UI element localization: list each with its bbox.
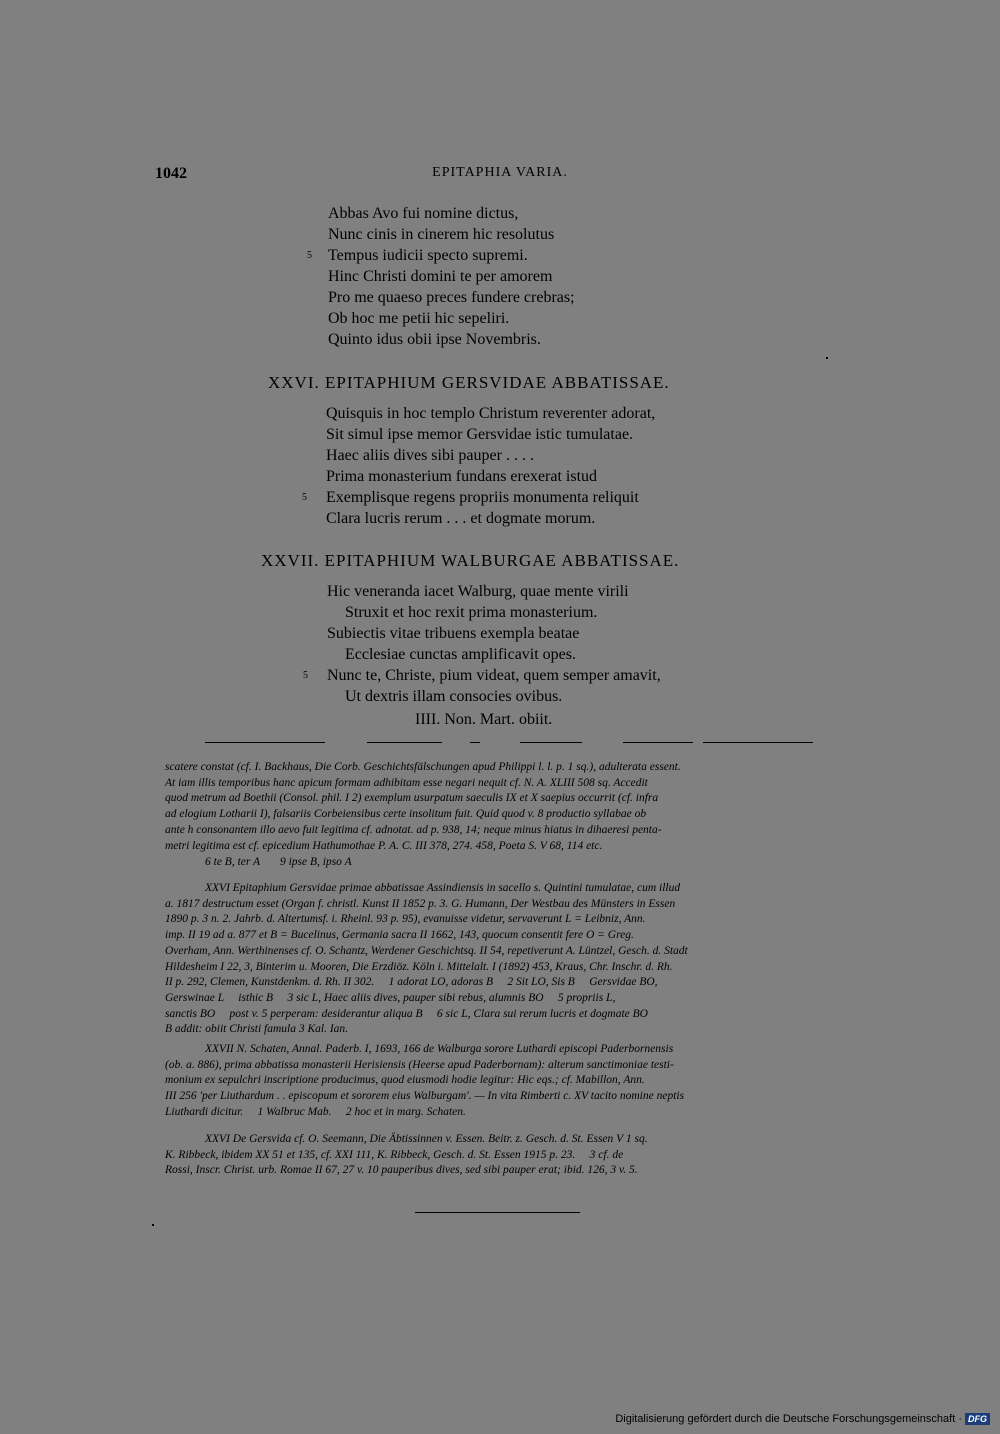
apparatus-line: Hildesheim I 22, 3, Binterim u. Mooren, Die Erzdiöz. Köln i. Mittelalt. I (1892) 453, Kraus, Chr. Inschr. d. Rh.: [165, 960, 673, 973]
apparatus-line: (ob. a. 886), prima abbatissa monasterii Herisiensis (Heerse apud Paderbornam): alterum sanctimoniae testi-: [165, 1058, 674, 1071]
apparatus-paragraph-1: [165, 760, 845, 854]
line-number: 5: [303, 670, 308, 681]
xxvii-line-4: Ecclesiae cunctas amplificavit opes.: [345, 646, 577, 663]
xxvi-line-5: Exemplisque regens propriis monumenta reliquit: [326, 489, 639, 506]
xxvi-line-2: Sit simul ipse memor Gersvidae istic tumulatae.: [326, 426, 634, 443]
xxvii-line-6: Ut dextris illam consocies ovibus.: [345, 688, 563, 705]
xxvii-line-5: Nunc te, Christe, pium videat, quem semper amavit,: [327, 667, 661, 684]
apparatus-line: XXVI Epitaphium Gersvidae primae abbatissae Assindiensis in sacello s. Quintini tumulatae, cum illud: [205, 882, 681, 894]
poem1-line-1: Abbas Avo fui nomine dictus,: [328, 205, 519, 222]
apparatus-line: Gerswinae L isthic B 3 sic L, Haec aliis dives, pauper sibi rebus, alumnis BO 5 propriis L,: [165, 991, 616, 1004]
apparatus-line: XXVI De Gersvida cf. O. Seemann, Die Äbtissinnen v. Essen. Beitr. z. Gesch. d. St. Essen V 1 sq.: [205, 1133, 648, 1145]
apparatus-paragraph-2: [165, 881, 845, 1038]
poem1-line-4: Hinc Christi domini te per amorem: [328, 268, 553, 285]
apparatus-line: scatere constat (cf. I. Backhaus, Die Corb. Geschichtsfälschungen apud Philippi l. l. p. 1 sq.), adulterata essent.: [165, 761, 681, 773]
apparatus-line: ad elogium Lotharii I), falsariis Corbeiensibus certe insolitum fuit. Quid quod v. 8 productio syllabae ob: [165, 808, 647, 821]
xxvii-line-1: Hic veneranda iacet Walburg, quae mente virili: [327, 583, 629, 600]
footer-credit: [615, 1413, 990, 1425]
xxvii-line-3: Subiectis vitae tribuens exempla beatae: [327, 625, 580, 642]
apparatus-line: 1890 p. 3 n. 2. Jahrb. d. Altertumsf. i. Rheinl. 93 p. 95), evanuisse videtur, servaverunt L = Leibniz, Ann.: [165, 913, 646, 926]
apparatus-line: K. Ribbeck, ibidem XX 51 et 135, cf. XXI 111, K. Ribbeck, Gesch. d. St. Essen 1915 p. 23. 3 cf. de: [165, 1148, 624, 1161]
apparatus-line: XXVII N. Schaten, Annal. Paderb. I, 1693, 166 de Walburga sorore Luthardi episcopi Paderbornensis: [205, 1043, 674, 1055]
footer-text: Digitalisierung gefördert durch die Deutsche Forschungsgemeinschaft ·: [615, 1413, 962, 1425]
xxvii-obit-line: IIII. Non. Mart. obiit.: [415, 711, 553, 728]
poem1-line-5: Pro me quaeso preces fundere crebras;: [328, 289, 575, 306]
apparatus-line: imp. II 19 ad a. 877 et B = Bucelinus, Germania sacra II 1662, 143, quocum consentit fere O = Greg.: [165, 929, 634, 942]
apparatus-line: B addit: obiit Christi famula 3 Kal. Ian.: [165, 1023, 349, 1036]
apparatus-line: sanctis BO post v. 5 perperam: desiderantur aliqua B 6 sic L, Clara sui rerum lucris et dogmate BO: [165, 1007, 648, 1020]
apparatus-line: metri legitima est cf. epicedium Hathumothae P. A. C. III 378, 274. 458, Poeta S. V 68, 114 etc.: [165, 839, 603, 852]
line-number: 5: [302, 492, 307, 503]
xxvi-line-6: Clara lucris rerum . . . et dogmate morum.: [326, 510, 596, 527]
section-title-xxvi: XXVI. EPITAPHIUM GERSVIDAE ABBATISSAE.: [268, 373, 670, 392]
apparatus-line: quod metrum ad Boethii (Consol. phil. I 2) exemplum usurpatum saeculis IX et X saepius occurrit (cf. infra: [165, 792, 659, 805]
page-number: 1042: [155, 165, 187, 182]
apparatus-line: ante h consonantem illo aevo fuit legitima cf. adnotat. ad p. 938, 14; neque minus hiatus in dihaeresi penta-: [165, 823, 662, 836]
poem1-line-6: Ob hoc me petii hic sepeliri.: [328, 310, 510, 327]
apparatus-variants: 6 te B, ter A 9 ipse B, ipso A: [205, 856, 352, 868]
page-speck: [826, 357, 828, 359]
poem1-line-2: Nunc cinis in cinerem hic resolutus: [328, 226, 555, 243]
apparatus-line: II p. 292, Clemen, Kunstdenkm. d. Rh. II 302. 1 adorat LO, adoras B 2 Sit LO, Sis B Gersvidae BO,: [165, 976, 658, 989]
dfg-logo-icon: DFG: [965, 1413, 990, 1425]
bottom-rule: [415, 1212, 580, 1213]
page-speck: [152, 1224, 154, 1226]
apparatus-line: III 256 'per Liuthardum . . episcopum et sororem eius Walburgam'. — In vita Rimberti c. XV tacito nomine neptis: [165, 1090, 685, 1103]
xxvi-line-4: Prima monasterium fundans erexerat istud: [326, 468, 598, 485]
apparatus-paragraph-4: [165, 1132, 845, 1179]
xxvi-line-3: Haec aliis dives sibi pauper . . . .: [326, 447, 534, 464]
poem1-line-3: Tempus iudicii specto supremi.: [328, 247, 528, 264]
xxvii-line-2: Struxit et hoc rexit prima monasterium.: [345, 604, 598, 621]
separator-rule: [205, 741, 825, 745]
apparatus-line: a. 1817 destructum esset (Organ f. christl. Kunst II 1852 p. 3. G. Humann, Der Westbau des Münsters in Essen: [165, 897, 676, 910]
poem1-line-7: Quinto idus obii ipse Novembris.: [328, 331, 541, 348]
apparatus-paragraph-3: [165, 1042, 845, 1121]
apparatus-line: monium ex sepulchri inscriptione producimus, quod eiusmodi hodie legitur: Hic eqs.; cf. Mabillon, Ann.: [165, 1074, 645, 1087]
line-number: 5: [307, 250, 312, 261]
apparatus-line: At iam illis temporibus hanc apicum formam adhibitam esse negari nequit cf. N. A. XLIII 508 sq. Accedit: [165, 776, 648, 789]
xxvi-line-1: Quisquis in hoc templo Christum reverenter adorat,: [326, 405, 656, 422]
apparatus-line: Liuthardi dicitur. 1 Walbruc Mab. 2 hoc et in marg. Schaten.: [165, 1105, 466, 1118]
section-title-xxvii: XXVII. EPITAPHIUM WALBURGAE ABBATISSAE.: [261, 551, 680, 570]
apparatus-line: Overham, Ann. Werthinenses cf. O. Schantz, Werdener Geschichtsq. II 54, repetiverunt A. Lüntzel, Gesch. d. Stadt: [165, 944, 688, 957]
running-title: EPITAPHIA VARIA.: [432, 165, 568, 180]
apparatus-line: Rossi, Inscr. Christ. urb. Romae II 67, 27 v. 10 pauperibus dives, sed sibi pauper erat; ibid. 126, 3 v. 5.: [165, 1164, 638, 1177]
